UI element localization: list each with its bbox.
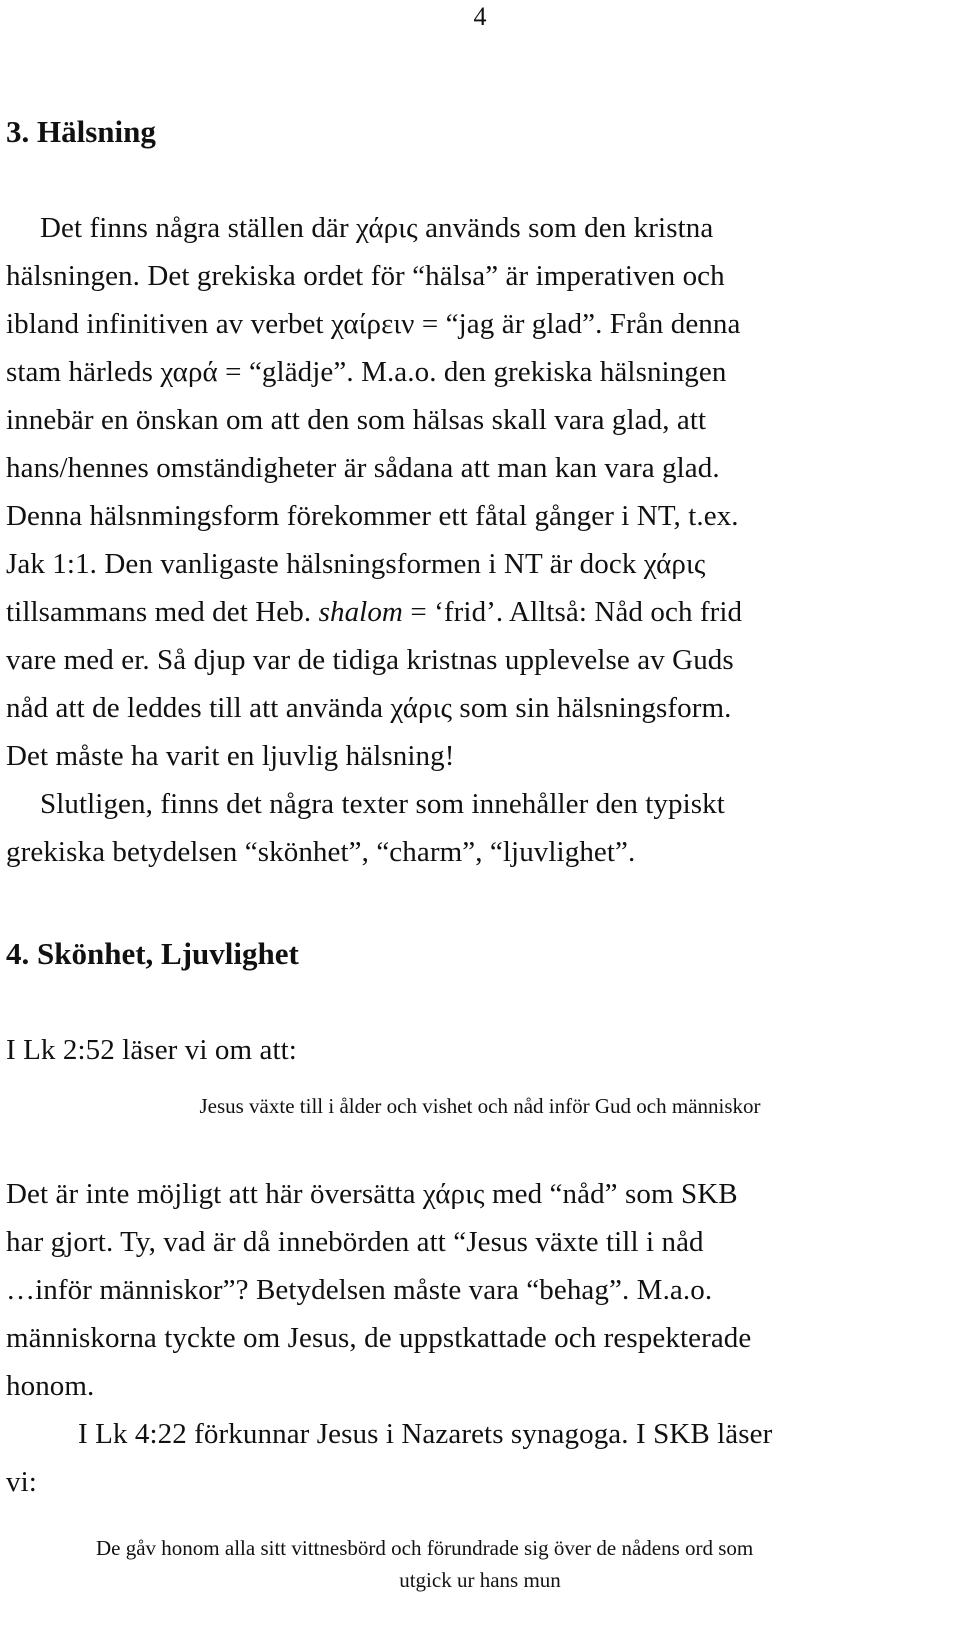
block-quote-lk-4-22-line2: utgick ur hans mun bbox=[399, 1568, 561, 1592]
paragraph-line: vare med er. Så djup var de tidiga kristnas upplevelse av Guds bbox=[6, 644, 734, 676]
paragraph-line: ibland infinitiven av verbet χαίρειν = “jag är glad”. Från denna bbox=[6, 308, 741, 340]
paragraph-line: Det är inte möjligt att här översätta χάρις med “nåd” som SKB bbox=[6, 1178, 738, 1210]
paragraph-line: Jak 1:1. Den vanligaste hälsningsformen i NT är dock χάρις bbox=[6, 548, 706, 580]
shalom-pre: tillsammans med det Heb. bbox=[6, 596, 319, 628]
paragraph-line: nåd att de leddes till att använda χάρις som sin hälsningsform. bbox=[6, 692, 732, 724]
paragraph-line: hans/hennes omständigheter är sådana att man kan vara glad. bbox=[6, 452, 720, 484]
section-3-heading: 3. Hälsning bbox=[6, 114, 156, 149]
paragraph-line-shalom bbox=[6, 596, 742, 629]
shalom-post: = ‘frid’. Alltså: Nåd och frid bbox=[402, 596, 743, 628]
page-number: 4 bbox=[473, 2, 487, 31]
paragraph-line: innebär en önskan om att den som hälsas skall vara glad, att bbox=[6, 404, 707, 436]
paragraph-line: har gjort. Ty, vad är då innebörden att “Jesus växte till i nåd bbox=[6, 1226, 704, 1258]
paragraph-line: Det finns några ställen där χάρις används som den kristna bbox=[40, 212, 714, 244]
paragraph-line: Denna hälsnmingsform förekommer ett fåtal gånger i NT, t.ex. bbox=[6, 500, 739, 532]
paragraph-line: grekiska betydelsen “skönhet”, “charm”, “ljuvlighet”. bbox=[6, 836, 636, 868]
paragraph-line: …inför människor”? Betydelsen måste vara “behag”. M.a.o. bbox=[6, 1274, 713, 1306]
paragraph-line: I Lk 4:22 förkunnar Jesus i Nazarets synagoga. I SKB läser bbox=[78, 1418, 773, 1450]
shalom-italic: shalom bbox=[318, 596, 403, 628]
paragraph-line: vi: bbox=[6, 1466, 37, 1498]
intro-line: I Lk 2:52 läser vi om att: bbox=[6, 1034, 297, 1066]
paragraph-line: Slutligen, finns det några texter som innehåller den typiskt bbox=[40, 788, 725, 820]
paragraph-line: människorna tyckte om Jesus, de uppstkattade och respekterade bbox=[6, 1322, 752, 1354]
section-4-heading: 4. Skönhet, Ljuvlighet bbox=[6, 936, 299, 971]
paragraph-line: stam härleds χαρά = “glädje”. M.a.o. den grekiska hälsningen bbox=[6, 356, 727, 388]
paragraph-line: honom. bbox=[6, 1370, 95, 1402]
paragraph-line: Det måste ha varit en ljuvlig hälsning! bbox=[6, 740, 455, 772]
paragraph-line: hälsningen. Det grekiska ordet för “hälsa” är imperativen och bbox=[6, 260, 725, 292]
block-quote-lk-2-52: Jesus växte till i ålder och vishet och nåd inför Gud och människor bbox=[199, 1094, 761, 1118]
block-quote-lk-4-22-line1: De gåv honom alla sitt vittnesbörd och förundrade sig över de nådens ord som bbox=[96, 1536, 754, 1560]
